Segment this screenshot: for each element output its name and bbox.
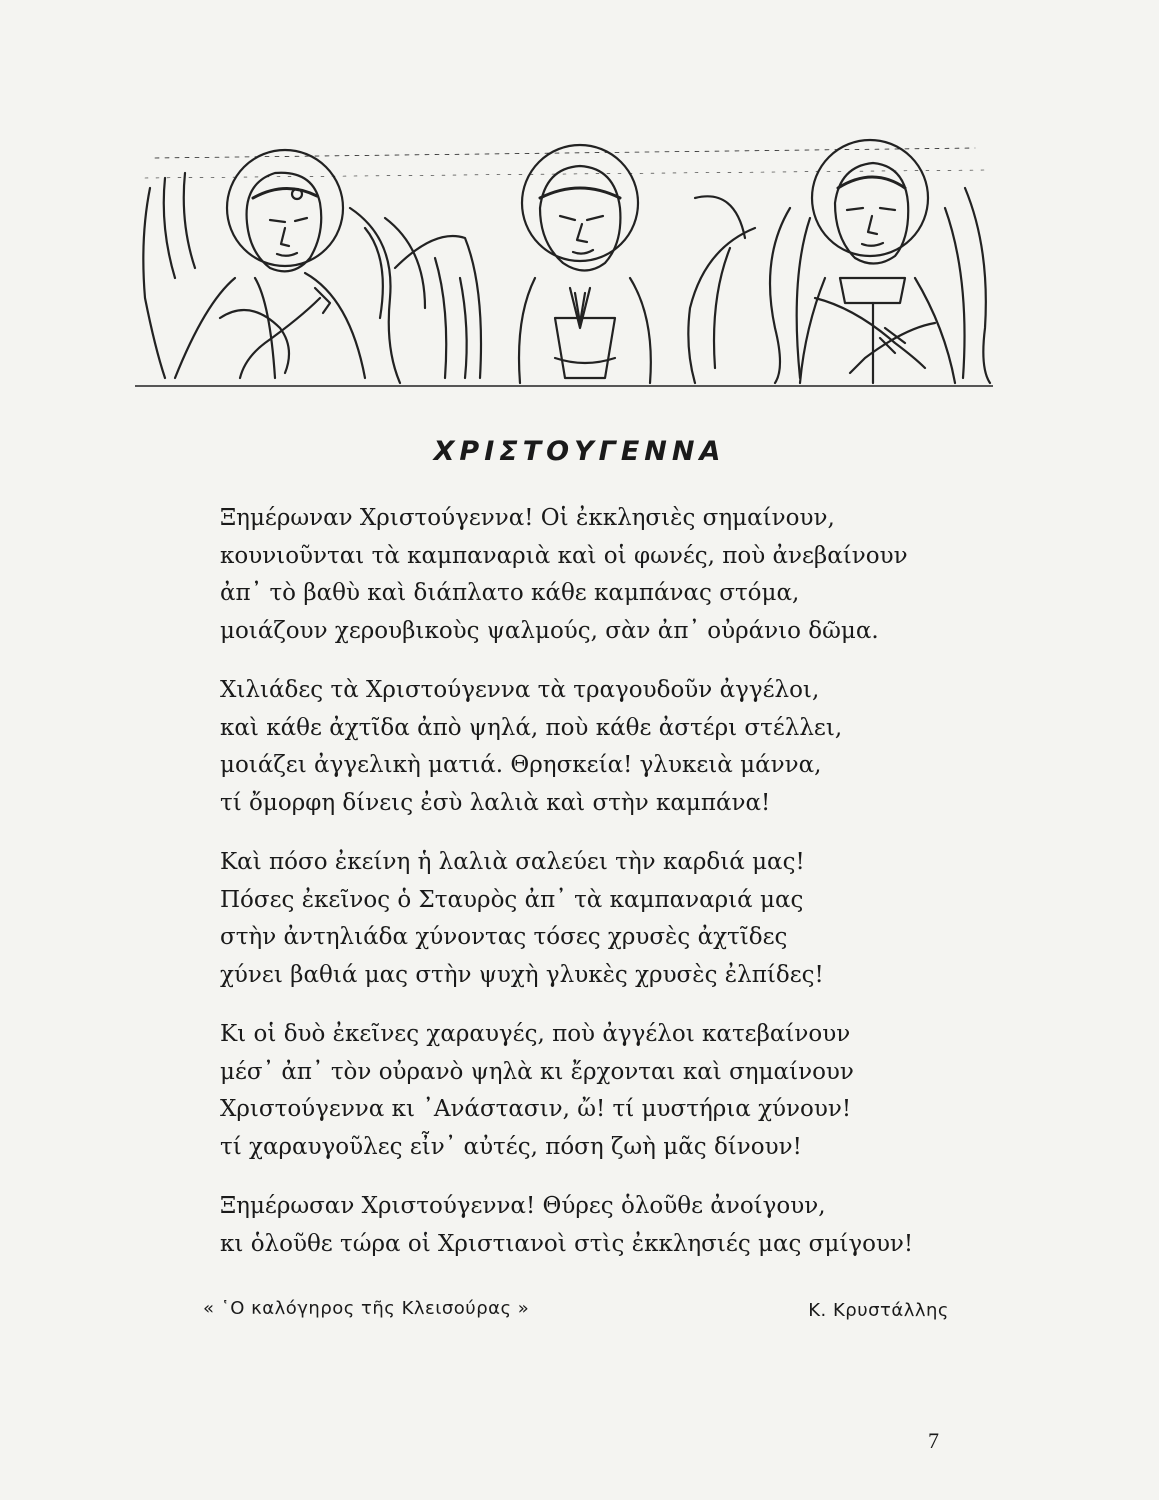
stanza xyxy=(220,500,980,650)
poem-line: Ξημέρωναν Χριστούγεννα! Οἱ ἐκκλησιὲς σημαίνουν, xyxy=(220,505,835,531)
poem-line: μοιάζουν χερουβικοὺς ψαλμούς, σὰν ἀπ᾽ οὐράνιο δῶμα. xyxy=(220,617,879,644)
stanza xyxy=(220,1188,980,1263)
stanza xyxy=(220,1016,980,1166)
stanza xyxy=(220,672,980,822)
page-number: 7 xyxy=(928,1428,939,1453)
angels-illustration xyxy=(135,128,993,390)
poem-line: τί χαραυγοῦλες εἶν᾽ αὐτές, πόση ζωὴ μᾶς δίνουν! xyxy=(220,1133,802,1160)
poem-line: Πόσες ἐκεῖνος ὁ Σταυρὸς ἀπ᾽ τὰ καμπαναριά μας xyxy=(220,886,804,913)
poem-line: Κι οἱ δυὸ ἐκεῖνες χαραυγές, ποὺ ἀγγέλοι κατεβαίνουν xyxy=(220,1021,851,1047)
poem-line: μοιάζει ἀγγελικὴ ματιά. Θρησκεία! γλυκειὰ μάννα, xyxy=(220,752,822,778)
author-name: Κ. Κρυστάλλης xyxy=(808,1300,949,1321)
poem-title: ΧΡΙΣΤΟΥΓΕΝΝΑ xyxy=(433,436,726,467)
poem xyxy=(220,500,980,1285)
poem-line: Χριστούγεννα κι ᾿Ανάστασιν, ὤ! τί μυστήρια χύνουν! xyxy=(220,1096,852,1122)
poem-line: καὶ κάθε ἀχτῖδα ἀπὸ ψηλά, ποὺ κάθε ἀστέρι στέλλει, xyxy=(220,714,843,741)
poem-line: κι ὁλοῦθε τώρα οἱ Χριστιανοὶ στὶς ἐκκλησιές μας σμίγουν! xyxy=(220,1230,914,1257)
poem-line: ἀπ᾽ τὸ βαθὺ καὶ διάπλατο κάθε καμπάνας στόμα, xyxy=(220,580,800,606)
poem-line: Χιλιάδες τὰ Χριστούγεννα τὰ τραγουδοῦν ἀγγέλοι, xyxy=(220,677,820,703)
angels-drawing xyxy=(135,128,993,390)
poem-line: τί ὄμορφη δίνεις ἐσὺ λαλιὰ καὶ στὴν καμπάνα! xyxy=(220,789,771,816)
stanza xyxy=(220,844,980,994)
poem-line: χύνει βαθιά μας στὴν ψυχὴ γλυκὲς χρυσὲς ἐλπίδες! xyxy=(220,961,824,988)
poem-line: Ξημέρωσαν Χριστούγεννα! Θύρες ὁλοῦθε ἀνοίγουν, xyxy=(220,1193,826,1219)
poem-line: κουνιοῦνται τὰ καμπαναριὰ καὶ οἱ φωνές, ποὺ ἀνεβαίνουν xyxy=(220,542,908,569)
source-citation: « ῾Ο καλόγηρος τῆς Κλεισούρας » xyxy=(203,1298,530,1319)
poem-line: μέσ᾽ ἀπ᾽ τὸν οὐρανὸ ψηλὰ κι ἔρχονται καὶ σημαίνουν xyxy=(220,1058,854,1085)
poem-line: Καὶ πόσο ἐκείνη ἡ λαλιὰ σαλεύει τὴν καρδιά μας! xyxy=(220,849,805,875)
poem-line: στὴν ἀντηλιάδα χύνοντας τόσες χρυσὲς ἀχτῖδες xyxy=(220,924,788,950)
